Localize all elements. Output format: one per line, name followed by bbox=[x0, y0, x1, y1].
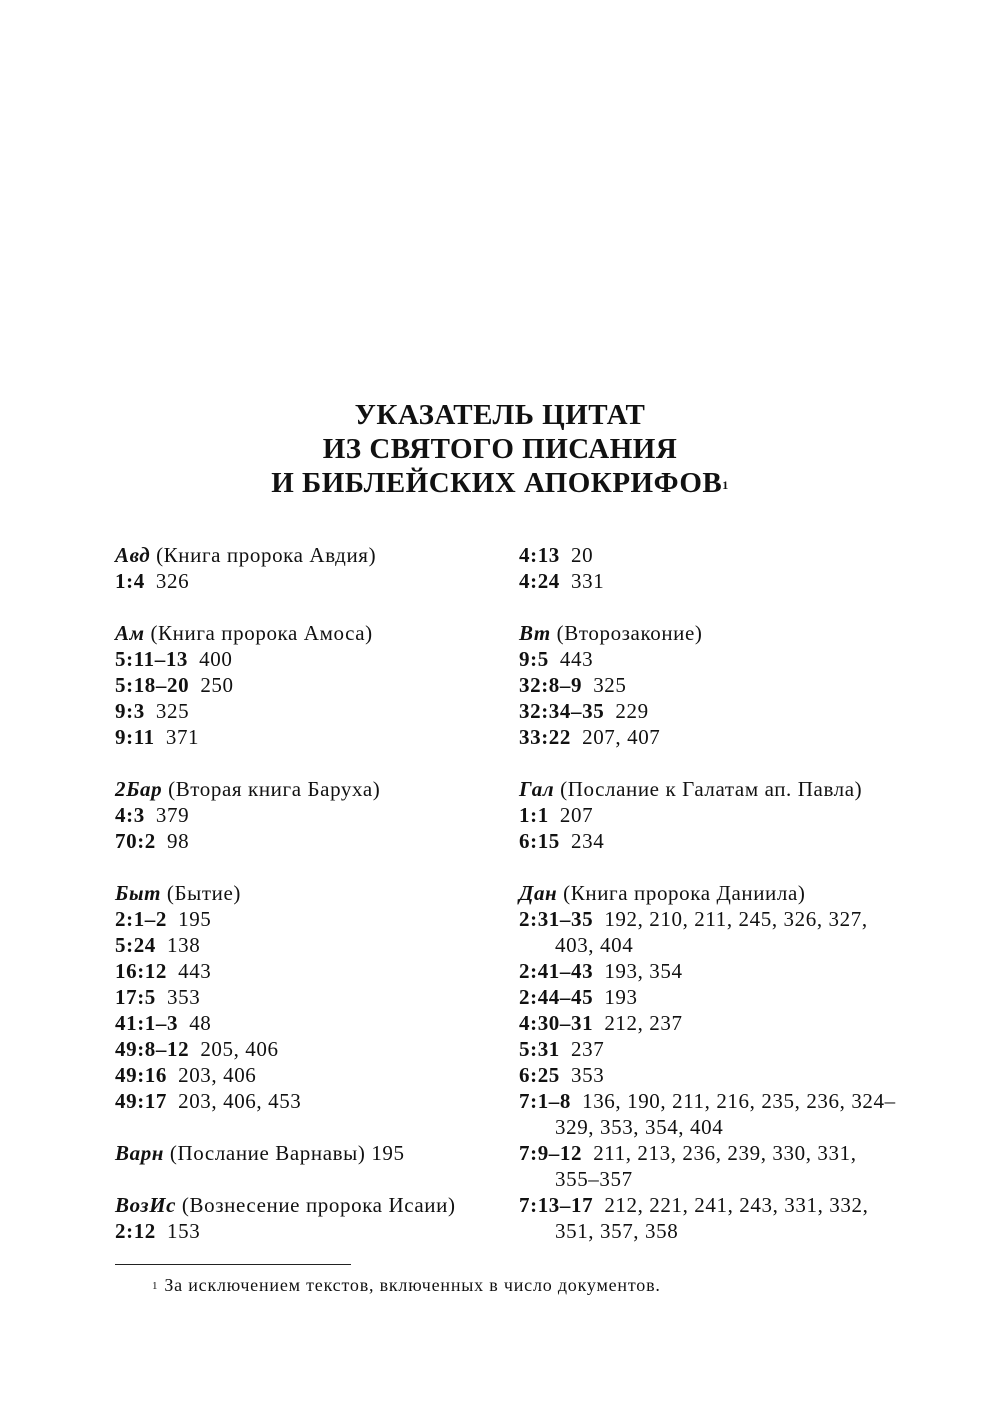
page-numbers: 353 bbox=[167, 985, 201, 1009]
citation-entry bbox=[519, 672, 899, 698]
citation-entry bbox=[115, 932, 495, 958]
page-numbers: 207 bbox=[559, 803, 594, 827]
book-header bbox=[519, 776, 899, 802]
page-numbers: 379 bbox=[155, 803, 190, 827]
verse-reference: 49:8–12 bbox=[115, 1037, 190, 1061]
title-line-3-text: И БИБЛЕЙСКИХ АПОКРИФОВ bbox=[271, 467, 723, 499]
page-numbers: 211, 213, 236, 239, 330, 331, 355–357 bbox=[555, 1141, 857, 1191]
verse-reference: 1:4 bbox=[115, 569, 145, 593]
citation-entry bbox=[519, 698, 899, 724]
book-header bbox=[519, 620, 899, 646]
verse-reference: 2:44–45 bbox=[519, 985, 594, 1009]
book-title: (Вторая книга Баруха) bbox=[162, 777, 381, 801]
verse-reference: 5:24 bbox=[115, 933, 156, 957]
citation-entry bbox=[519, 958, 899, 984]
book-abbreviation: ВозИс bbox=[115, 1193, 177, 1217]
verse-reference: 6:25 bbox=[519, 1063, 560, 1087]
page-numbers: 98 bbox=[167, 829, 190, 853]
right-column bbox=[519, 542, 899, 1244]
page-numbers: 325 bbox=[155, 699, 190, 723]
left-column bbox=[115, 542, 495, 1244]
page-numbers: 371 bbox=[165, 725, 200, 749]
page-numbers: 203, 406, 453 bbox=[178, 1089, 302, 1113]
footnote-number: 1 bbox=[152, 1280, 159, 1292]
book-abbreviation: Быт bbox=[115, 881, 162, 905]
verse-reference: 4:13 bbox=[519, 543, 560, 567]
index-group bbox=[519, 620, 899, 750]
index-group bbox=[519, 880, 899, 1244]
verse-reference: 5:11–13 bbox=[115, 647, 189, 671]
book-abbreviation: Дан bbox=[519, 881, 558, 905]
page-numbers: 153 bbox=[167, 1219, 201, 1243]
verse-reference: 32:34–35 bbox=[519, 699, 605, 723]
verse-reference: 6:15 bbox=[519, 829, 560, 853]
book-title: (Послание Варнавы) bbox=[164, 1141, 366, 1165]
book-header bbox=[115, 880, 495, 906]
page-numbers: 237 bbox=[571, 1037, 605, 1061]
footnote-marker: 1 bbox=[722, 478, 729, 492]
book-abbreviation: Гал bbox=[519, 777, 555, 801]
citation-entry bbox=[519, 1010, 899, 1036]
book-header bbox=[115, 1192, 495, 1218]
citation-entry bbox=[115, 984, 495, 1010]
citation-entry bbox=[519, 646, 899, 672]
footnote-divider bbox=[115, 1264, 351, 1265]
page-numbers: 20 bbox=[571, 543, 594, 567]
page-numbers: 325 bbox=[593, 673, 627, 697]
verse-reference: 4:30–31 bbox=[519, 1011, 594, 1035]
title-line-3 bbox=[0, 466, 1000, 500]
verse-reference: 2:41–43 bbox=[519, 959, 594, 983]
index-group bbox=[115, 542, 495, 594]
verse-reference: 7:1–8 bbox=[519, 1089, 571, 1113]
index-group bbox=[115, 776, 495, 854]
verse-reference: 32:8–9 bbox=[519, 673, 583, 697]
book-page: 195 bbox=[365, 1141, 405, 1165]
page-numbers: 193 bbox=[604, 985, 638, 1009]
citation-entry bbox=[519, 802, 899, 828]
page-numbers: 443 bbox=[178, 959, 212, 983]
book-title: (Бытие) bbox=[161, 881, 241, 905]
book-header bbox=[115, 1140, 495, 1166]
citation-entry bbox=[115, 802, 495, 828]
page-numbers: 229 bbox=[615, 699, 649, 723]
page-numbers: 205, 406 bbox=[200, 1037, 279, 1061]
page-numbers: 443 bbox=[559, 647, 594, 671]
citation-entry bbox=[519, 1192, 899, 1244]
citation-entry bbox=[115, 958, 495, 984]
book-abbreviation: 2Бар bbox=[115, 777, 163, 801]
book-abbreviation: Ам bbox=[115, 621, 145, 645]
book-title: (Книга пророка Амоса) bbox=[144, 621, 373, 645]
verse-reference: 9:3 bbox=[115, 699, 145, 723]
verse-reference: 2:1–2 bbox=[115, 907, 167, 931]
verse-reference: 33:22 bbox=[519, 725, 571, 749]
citation-entry bbox=[115, 646, 495, 672]
page-numbers: 48 bbox=[189, 1011, 212, 1035]
page-numbers: 138 bbox=[167, 933, 201, 957]
index-group bbox=[519, 542, 899, 594]
verse-reference: 4:24 bbox=[519, 569, 560, 593]
verse-reference: 41:1–3 bbox=[115, 1011, 179, 1035]
citation-entry bbox=[115, 698, 495, 724]
book-title: (Послание к Галатам ап. Павла) bbox=[554, 777, 863, 801]
verse-reference: 5:31 bbox=[519, 1037, 560, 1061]
citation-entry bbox=[115, 724, 495, 750]
title-line-1: УКАЗАТЕЛЬ ЦИТАТ bbox=[354, 399, 646, 431]
title-line-2: ИЗ СВЯТОГО ПИСАНИЯ bbox=[322, 433, 678, 465]
citation-entry bbox=[115, 1010, 495, 1036]
page-numbers: 234 bbox=[571, 829, 605, 853]
book-header bbox=[115, 542, 495, 568]
verse-reference: 70:2 bbox=[115, 829, 156, 853]
citation-entry bbox=[519, 1088, 899, 1140]
index-group bbox=[115, 880, 495, 1114]
verse-reference: 1:1 bbox=[519, 803, 549, 827]
index-group bbox=[519, 776, 899, 854]
citation-entry bbox=[115, 568, 495, 594]
book-abbreviation: Вт bbox=[519, 621, 551, 645]
citation-entry bbox=[519, 542, 899, 568]
verse-reference: 2:31–35 bbox=[519, 907, 594, 931]
book-abbreviation: Варн bbox=[115, 1141, 165, 1165]
verse-reference: 9:5 bbox=[519, 647, 549, 671]
book-title: (Книга пророка Авдия) bbox=[150, 543, 377, 567]
footnote-text: За исключением текстов, включенных в число документов. bbox=[164, 1275, 661, 1295]
citation-entry bbox=[519, 1062, 899, 1088]
index-group bbox=[115, 1140, 495, 1166]
verse-reference: 7:13–17 bbox=[519, 1193, 594, 1217]
page-numbers: 353 bbox=[571, 1063, 605, 1087]
page-numbers: 212, 221, 241, 243, 331, 332, 351, 357, 358 bbox=[555, 1193, 869, 1243]
page-numbers: 195 bbox=[178, 907, 212, 931]
book-header bbox=[519, 880, 899, 906]
footnote bbox=[152, 1273, 661, 1297]
verse-reference: 7:9–12 bbox=[519, 1141, 583, 1165]
book-header bbox=[115, 620, 495, 646]
book-title: (Книга пророка Даниила) bbox=[557, 881, 806, 905]
book-title: (Второзаконие) bbox=[550, 621, 703, 645]
verse-reference: 9:11 bbox=[115, 725, 155, 749]
citation-entry bbox=[519, 828, 899, 854]
citation-entry bbox=[519, 984, 899, 1010]
page-numbers: 192, 210, 211, 245, 326, 327, 403, 404 bbox=[555, 907, 868, 957]
verse-reference: 4:3 bbox=[115, 803, 145, 827]
citation-entry bbox=[115, 1062, 495, 1088]
book-title: (Вознесение пророка Исаии) bbox=[176, 1193, 456, 1217]
page-numbers: 250 bbox=[200, 673, 234, 697]
page-numbers: 400 bbox=[199, 647, 233, 671]
verse-reference: 16:12 bbox=[115, 959, 167, 983]
citation-entry bbox=[115, 1088, 495, 1114]
verse-reference: 49:16 bbox=[115, 1063, 167, 1087]
page-numbers: 331 bbox=[571, 569, 605, 593]
index-group bbox=[115, 1192, 495, 1244]
book-abbreviation: Авд bbox=[115, 543, 151, 567]
verse-reference: 49:17 bbox=[115, 1089, 167, 1113]
verse-reference: 17:5 bbox=[115, 985, 156, 1009]
citation-entry bbox=[519, 1140, 899, 1192]
index-title bbox=[0, 398, 1000, 500]
citation-entry bbox=[115, 672, 495, 698]
verse-reference: 2:12 bbox=[115, 1219, 156, 1243]
index-group bbox=[115, 620, 495, 750]
citation-entry bbox=[519, 1036, 899, 1062]
citation-entry bbox=[115, 828, 495, 854]
citation-entry bbox=[519, 724, 899, 750]
book-header bbox=[115, 776, 495, 802]
page-numbers: 212, 237 bbox=[604, 1011, 683, 1035]
page-numbers: 207, 407 bbox=[582, 725, 661, 749]
citation-entry bbox=[115, 1036, 495, 1062]
page-numbers: 136, 190, 211, 216, 235, 236, 324–329, 353, 354, 404 bbox=[555, 1089, 896, 1139]
page-numbers: 193, 354 bbox=[604, 959, 683, 983]
page-numbers: 203, 406 bbox=[178, 1063, 257, 1087]
page-numbers: 326 bbox=[155, 569, 190, 593]
citation-entry bbox=[519, 906, 899, 958]
citation-entry bbox=[519, 568, 899, 594]
citation-entry bbox=[115, 906, 495, 932]
citation-entry bbox=[115, 1218, 495, 1244]
verse-reference: 5:18–20 bbox=[115, 673, 190, 697]
